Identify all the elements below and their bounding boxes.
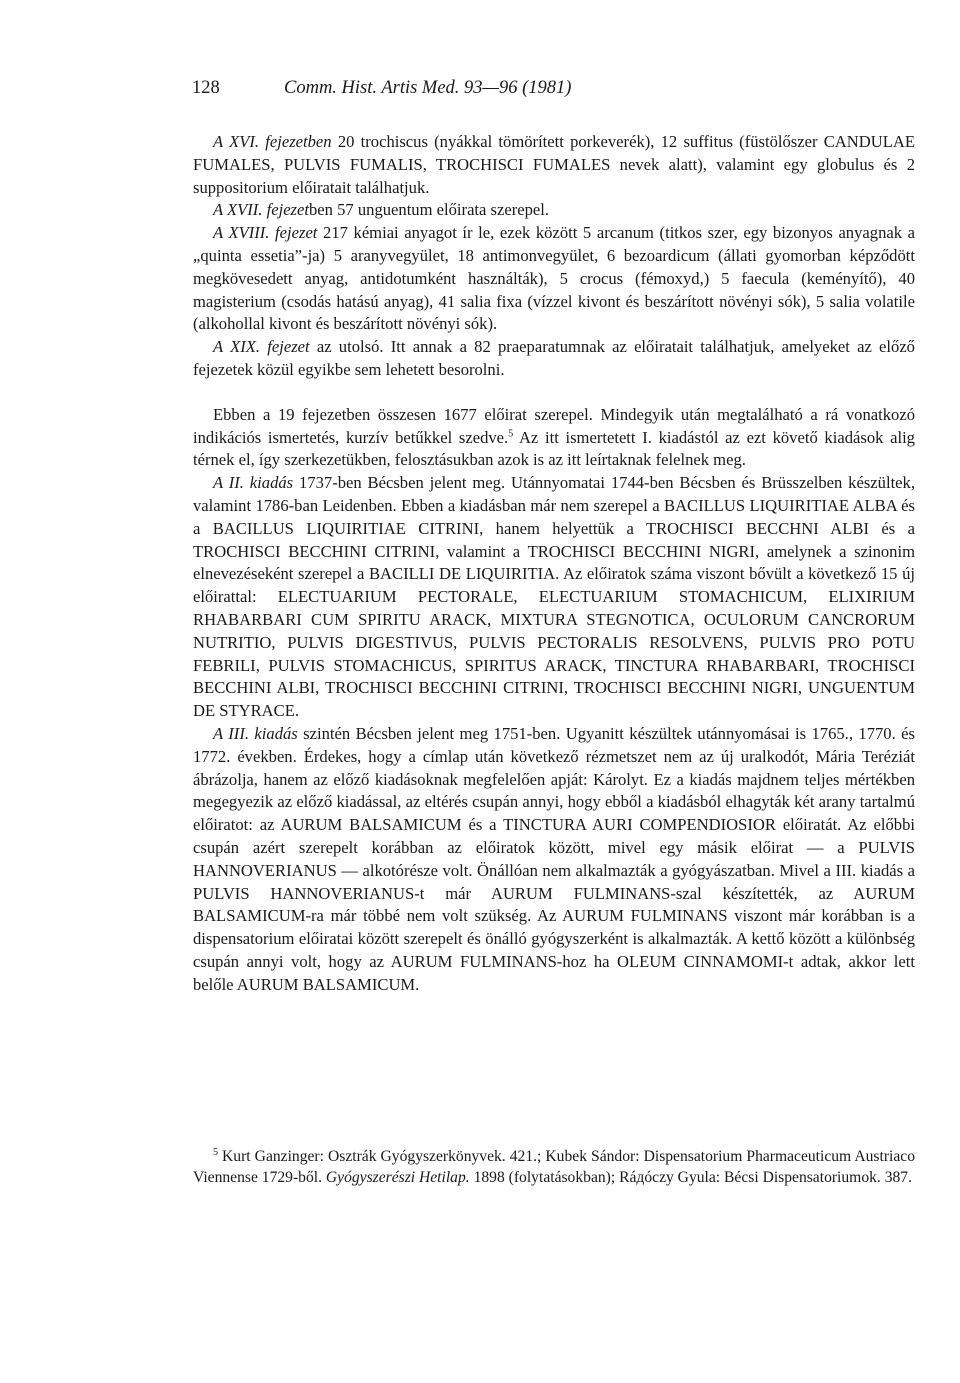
paragraph-chapter-17 <box>193 199 915 222</box>
footnote-5 <box>193 1147 915 1188</box>
footnote-text: 1898 (folytatásokban); Ráдóczy Gyula: Bécsi Dispensatoriumok. 387. <box>469 1168 912 1186</box>
edition-label: A II. kiadás <box>213 473 294 493</box>
paragraph-chapter-18 <box>193 222 915 336</box>
paragraph-chapter-19 <box>193 336 915 382</box>
paragraph-edition-2 <box>193 472 915 723</box>
paragraph-summary <box>193 404 915 472</box>
article-body <box>193 131 915 996</box>
journal-title: Gyógyszerészi Hetilap. <box>325 1168 470 1186</box>
page-number: 128 <box>192 78 220 98</box>
paragraph-chapter-16 <box>193 131 915 199</box>
footnote-text: Kurt Ganzinger: Osztrák Gyógyszerkönyvek. 421.; Kubek Sándor: Dispensatorium Pharmaceuticum Austriaco Viennense 1729-ből. <box>193 1148 915 1186</box>
paragraph-text: 20 trochiscus (nyákkal tömörített porkeverék), 12 suffitus (füstölőszer CANDULAE FUMALES, PULVIS FUMALIS, TROCHISCI FUMALES nevek alatt), valamint egy globulus és 2 suppositorium előiratait találhatjuk. <box>193 132 915 197</box>
chapter-label: A XVII. fejezet <box>213 200 309 220</box>
paragraph-text: 1737-ben Bécsben jelent meg. Utánnyomatai 1744-ben Bécsben és Brüsszelben készültek, valamint 1786-ban Leidenben. Ebben a kiadásban már nem szerepel a BACILLUS LIQUIRITIAE ALBA és a BACILLUS LIQUIRITIAE CITRINI, hanem helyettük a TROCHISCI BECCHNI ALBI és a TROCHISCI BECCHINI CITRINI, valamint a TROCHISCI BECCHINI NIGRI, amelynek a szinonim elnevezéseként szerepel a BACILLI DE LIQUIRITIA. Az előiratok száma viszont bővült a következő 15 új előirattal: ELECTUARIUM PECTORALE, ELECTUARIUM STOMACHICUM, ELIXIRIUM RHABARBARI CUM SPIRITU ARACK, MIXTURA STEGNOTICA, OCULORUM CANCRORUM NUTRITIO, PULVIS DIGESTIVUS, PULVIS PECTORALIS RESOLVENS, PULVIS PRO POTU FEBRILI, PULVIS STOMACHICUS, SPIRITUS ARACK, TINCTURA RHABARBARI, TROCHISCI BECCHINI ALBI, TROCHISCI BECCHINI CITRINI, TROCHISCI BECCHINI NIGRI, UNGUENTUM DE STYRACE. <box>193 473 915 721</box>
chapter-label: A XVIII. fejezet <box>213 223 318 243</box>
paragraph-text: az utolsó. Itt annak a 82 praeparatumnak az előiratait találhatjuk, amelyeket az előző fejezetek közül egyikbe sem lehetett besorolni. <box>193 337 915 379</box>
paragraph-text: Az itt ismertetett I. kiadástól az ezt követő kiadások alig térnek el, így szerkezetükben, felosztásukban azok is az itt leírtaknak felelnek meg. <box>193 427 915 470</box>
running-title: Comm. Hist. Artis Med. 93—96 (1981) <box>284 78 572 98</box>
footnote-reference: 5 <box>508 428 514 440</box>
paragraph-text: szintén Bécsben jelent meg 1751-ben. Ugyanitt készültek utánnyomásai is 1765., 1770. és 1772. években. Érdekes, hogy a címlap után következő rézmetszet nem az új uralkodót, Mária Teréziát ábrázolja, hanem az előző kiadásoknak megfelelően apját: Károlyt. Ez a kiadás majdnem teljes mértékben megegyezik az előző kiadással, az eltérés csupán annyi, hogy ebből a kiadásból elhagyták két arany tartalmú előiratot: az AURUM BALSAMICUM és a TINCTURA AURI COMPENDIOSIOR előiratát. Az előbbi csupán azért szerepelt korábban az előiratok között, mivel egy másik előirat — a PULVIS HANNOVERIANUS — alkotórésze volt. Önállóan nem alkalmazták a gyógyászatban. Mivel a III. kiadás a PULVIS HANNOVERIANUS-t már AURUM FULMINANS-szal készítették, az AURUM BALSAMICUM-ra már többé nem volt szükség. Az AURUM FULMINANS viszont már korábban is a dispensatorium előiratai között szerepelt és önálló gyógyszerként is alkalmazták. A kettő között a különbség csupán annyi volt, hogy az AURUM FULMINANS-hoz ha OLEUM CINNAMOMI-t adtak, akkor lett belőle AURUM BALSAMICUM. <box>193 723 915 994</box>
chapter-label: A XVI. fejezetben <box>213 132 332 151</box>
footnotes <box>193 1147 915 1188</box>
paragraph-text: ben 57 unguentum előirata szerepel. <box>309 200 550 220</box>
chapter-label: A XIX. fejezet <box>213 337 310 357</box>
paragraph-edition-3 <box>193 723 915 997</box>
paragraph-text: 217 kémiai anyagot ír le, ezek között 5 arcanum (titkos szer, egy bizonyos anyagnak a „quinta essetia”-ja) 5 aranyvegyület, 18 antimonvegyület, 6 bezoardicum (állati gyomorban képződött megkövesedett anyag, antidotumként használták), 5 crocus (fémoxyd,) 5 faecula (keményítő), 40 magisterium (csodás hatású anyag), 41 salia fixa (vízzel kivont és beszárított növényi sók), 5 salia volatile (alkohollal kivont és beszárított növényi sók). <box>193 223 915 334</box>
footnote-marker: 5 <box>213 1146 218 1158</box>
edition-label: A III. kiadás <box>213 723 298 743</box>
paragraph-text: Ebben a 19 fejezetben összesen 1677 előirat szerepel. Mindegyik után megtalálható a rá vonatkozó indikációs ismertetés, kurzív betűkkel szedve. <box>193 404 915 447</box>
